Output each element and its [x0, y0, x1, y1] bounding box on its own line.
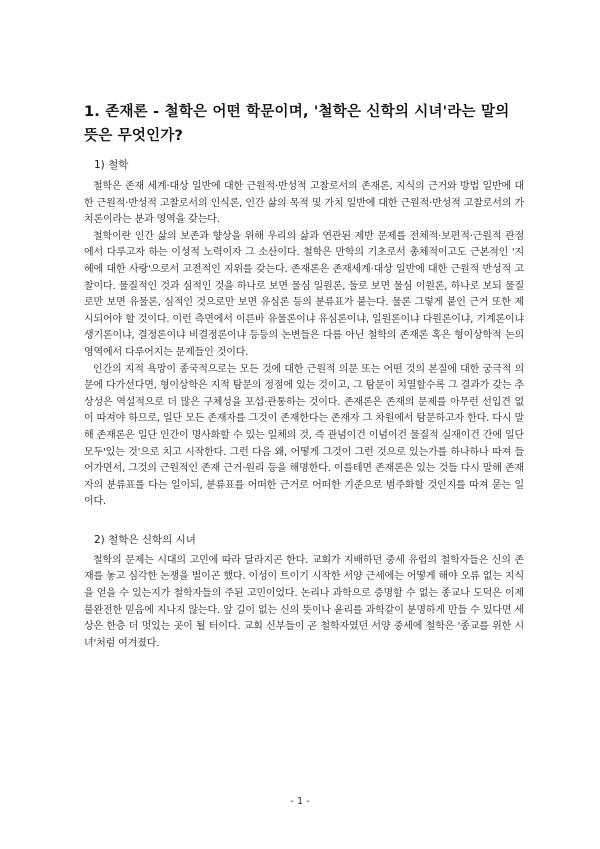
section-heading: 2) 철학은 신학의 시녀	[94, 533, 196, 546]
section-philosophy	[84, 157, 524, 511]
section-spacer	[84, 511, 524, 532]
section-heading: 1) 철학	[94, 159, 129, 171]
paragraph: 철학의 문제는 시대의 고민에 따라 달라지곤 한다. 교회가 지배하던 중세 유럽의 철학자들은 신의 존재를 놓고 심각한 논쟁을 벌이곤 했다. 이성이 트이기 시작한 서양 근세에는 어떻게 해야 오류 없는 지식을 얻을 수 있는지가 철학자들의 주된 고민이었다. 논리나 과학으로 증명할 수 없는 종교나 도덕은 이제 불완전한 믿음에 지나지 않는다. 앞 길이 없는 신의 뜻이나 윤리를 과학같이 분명하게 만들 수 있다면 세상은 한층 더 멋있는 곳이 될 터이다. 교회 신부들이 곧 철학자였던 서양 중세에 철학은 '종교를 위한 시녀'처럼 여겨졌다.	[84, 554, 524, 649]
paragraph: 인간의 지적 욕망이 종국적으로는 모든 것에 대한 근원적 의문 또는 어떤 것의 본질에 대한 궁극적 의문에 다가선다면, 형이상학은 지적 탐문의 정점에 있는 것이고, 그 탐문이 치열할수록 그 결과가 갖는 추상성은 역설적으로 더 많은 구체성을 포섭·관통하는 것이다. 존재론은 존재의 문제를 아무런 선입견 없이 따져야 하므로, 일단 모든 존재자를 그것이 존재한다는 존재자 그 차원에서 탐문하고자 한다. 다시 말해 존재론은 일단 인간이 명사화할 수 있는 일체의 것, 즉 관념이건 이념이건 물질적 실재이건 간에 일단 모두'있는 것'으로 치고 시작한다. 그런 다음 왜, 어떻게 그것이 그런 것으로 있는가를 하나하나 따져 들어가면서, 그것의 근원적인 존재 근거·원리 등을 해명한다. 이를테면 존재론은 있는 것들 다시 말해 존재자의 분류표를 다는 일이되, 분류표를 어떠한 근거로 어떠한 기준으로 범주화할 것인지를 따져 묻는 일이다.	[84, 363, 524, 508]
paragraph: 철학은 존재 세계·대상 일반에 대한 근원적·반성적 고찰로서의 존재론, 지식의 근거와 방법 일반에 대한 근원적·반성적 고찰로서의 인식론, 인간 삶의 목적 및 가치 일반에 대한 근원적·반성적 고찰로서의 가치론이라는 분과 영역을 갖는다.	[84, 181, 524, 226]
page-number: - 1 -	[290, 796, 310, 807]
document-title: 1. 존재론 - 철학은 어떤 학문이며, '철학은 신학의 시녀'라는 말의 뜻은 무엇인가?	[84, 104, 510, 144]
document-body	[84, 157, 524, 652]
paragraph: 철학이란 인간 삶의 보존과 향상을 위해 우리의 삶과 연관된 제반 문제를 전체적·보편적·근원적 관점에서 다루고자 하는 이성적 노력이자 그 소산이다. 철학은 만학의 기초로서 총체적이고도 근본적인 '지혜에 대한 사랑'으로서 고전적인 지위를 갖는다. 존재론은 존재세계·대상 일반에 대한 근원적 반성적 고찰이다. 물질적인 것과 심적인 것을 하나로 보면 물심 일원론, 둘로 보면 물심 이원론, 하나로 보되 물질로만 보면 유물론, 심적인 것으로만 보면 유심론 등의 분류표가 붙는다. 물론 그렇게 붙인 근거 또한 제시되어야 할 것이다. 이런 측면에서 이른바 유물론이냐 유심론이냐, 일원론이냐 다원론이냐, 기계론이냐 생기론이냐, 결정론이냐 비결정론이냐 등등의 논변들은 다름 아닌 철학의 존재론 혹은 형이상학적 논의 영역에서 다루어지는 문제들인 것이다.	[84, 230, 524, 358]
section-handmaiden-of-theology	[84, 532, 524, 653]
